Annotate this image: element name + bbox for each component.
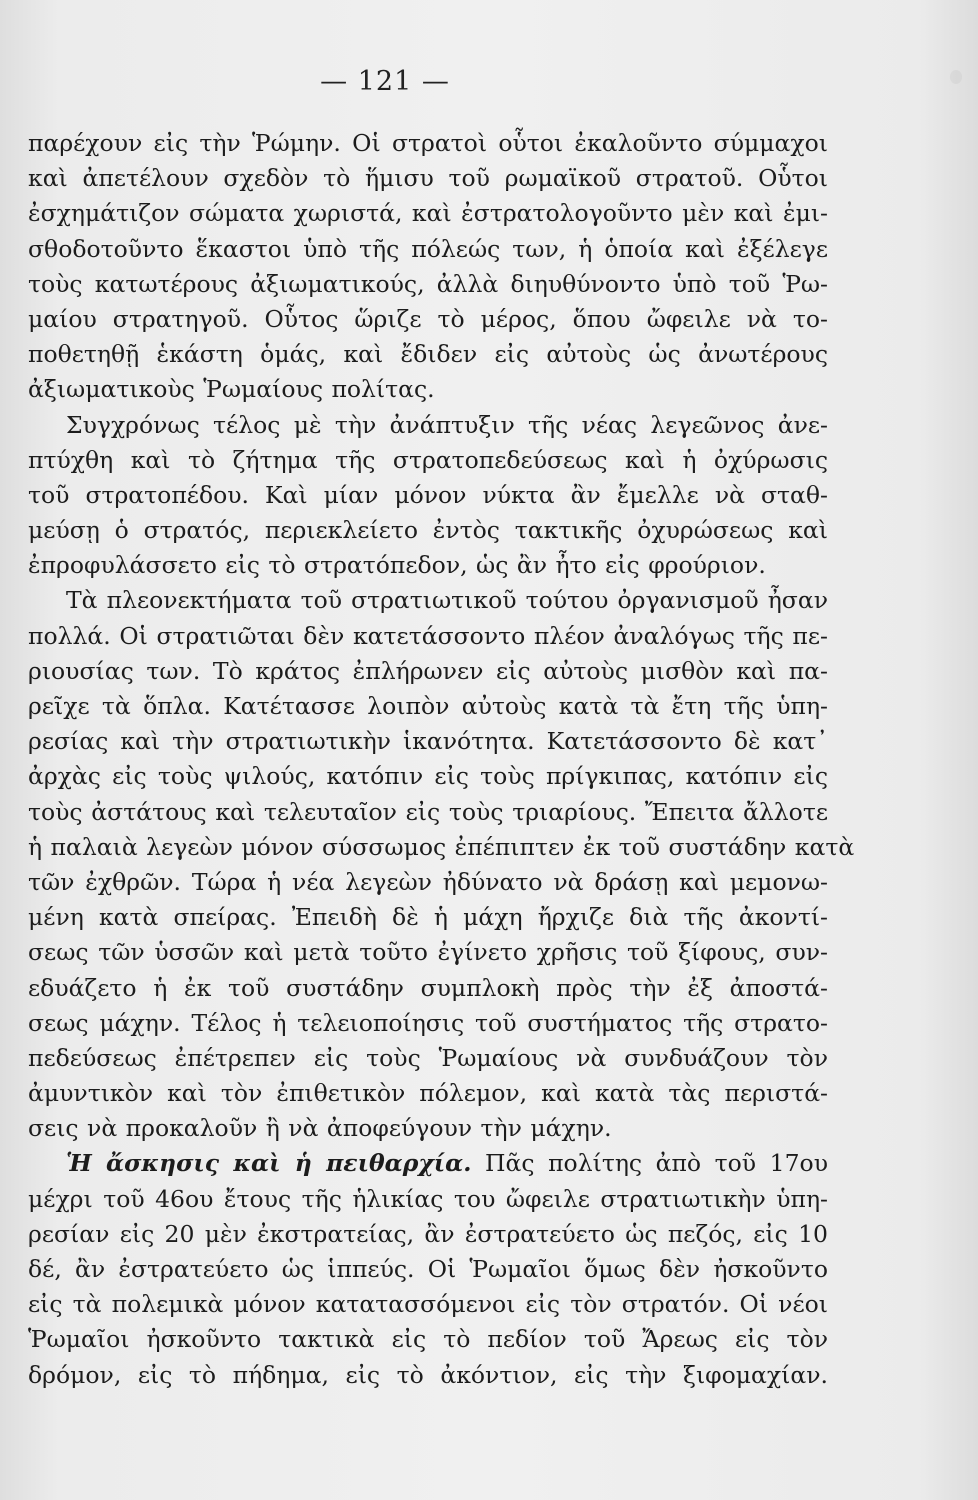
body-text bbox=[28, 126, 855, 1393]
text-line: πολλά. Οἱ στρατιῶται δὲν κατετάσσοντο πλέον ἀναλόγως τῆς πε- bbox=[28, 621, 828, 650]
text-line: πεδεύσεως ἐπέτρεπεν εἰς τοὺς Ῥωμαίους νὰ συνδυάζουν τὸν bbox=[28, 1043, 828, 1072]
text-line: ρεῖχε τὰ ὅπλα. Κατέτασσε λοιπὸν αὐτοὺς κατὰ τὰ ἔτη τῆς ὑπη- bbox=[28, 692, 828, 720]
text-line: μένη κατὰ σπείρας. Ἐπειδὴ δὲ ἡ μάχη ἤρχιζε διὰ τῆς ἀκοντί- bbox=[28, 903, 828, 932]
text-line: ποθετηθῇ ἑκάστη ὁμάς, καὶ ἔδιδεν εἰς αὐτοὺς ὡς ἀνωτέρους bbox=[28, 340, 828, 369]
heading-line-rest: Πᾶς πολίτης ἀπὸ τοῦ 17ου bbox=[471, 1149, 828, 1178]
text-line: τοῦ στρατοπέδου. Καὶ μίαν μόνον νύκτα ἂν ἔμελλε νὰ σταθ- bbox=[28, 480, 828, 509]
text-line: σεις νὰ προκαλοῦν ἢ νὰ ἀποφεύγουν τὴν μάχην. bbox=[28, 1114, 612, 1143]
text-line: εἰς τὰ πολεμικὰ μόνον κατατασσόμενοι εἰς τὸν στρατόν. Οἱ νέοι bbox=[28, 1290, 828, 1319]
section-heading: Ἡ ἄσκησις καὶ ἡ πειθαρχία. bbox=[66, 1149, 472, 1178]
text-line: ἀρχὰς εἰς τοὺς ψιλούς, κατόπιν εἰς τοὺς πρίγκιπας, κατόπιν εἰς bbox=[28, 762, 828, 791]
text-line: Συγχρόνως τέλος μὲ τὴν ἀνάπτυξιν τῆς νέας λεγεῶνος ἀνε- bbox=[66, 410, 828, 439]
text-line: τοὺς κατωτέρους ἀξιωματικούς, ἀλλὰ διηυθύνοντο ὑπὸ τοῦ Ῥω- bbox=[28, 269, 828, 298]
text-line: δέ, ἂν ἐστρατεύετο ὡς ἱππεύς. Οἱ Ῥωμαῖοι ὅμως δὲν ἠσκοῦντο bbox=[28, 1255, 828, 1283]
page-number: — 121 — bbox=[320, 66, 450, 97]
text-line: ἡ παλαιὰ λεγεὼν μόνον σύσσωμος ἐπέπιπτεν ἐκ τοῦ συστάδην κατὰ bbox=[28, 832, 855, 861]
text-line: καὶ ἀπετέλουν σχεδὸν τὸ ἥμισυ τοῦ ρωμαϊκοῦ στρατοῦ. Οὗτοι bbox=[28, 164, 828, 193]
text-line: τῶν ἐχθρῶν. Τώρα ἡ νέα λεγεὼν ἠδύνατο νὰ δράσῃ καὶ μεμονω- bbox=[28, 867, 828, 896]
text-line: ἐσχημάτιζον σώματα χωριστά, καὶ ἐστρατολογοῦντο μὲν καὶ ἐμι- bbox=[28, 199, 828, 228]
text-line: ρεσίαν εἰς 20 μὲν ἐκστρατείας, ἂν ἐστρατεύετο ὡς πεζός, εἰς 10 bbox=[28, 1219, 828, 1248]
text-line: σεως τῶν ὑσσῶν καὶ μετὰ τοῦτο ἐγίνετο χρῆσις τοῦ ξίφους, συν- bbox=[28, 938, 828, 967]
text-line: ἀξιωματικοὺς Ῥωμαίους πολίτας. bbox=[28, 375, 435, 404]
text-line: ἀμυντικὸν καὶ τὸν ἐπιθετικὸν πόλεμον, καὶ κατὰ τὰς περιστά- bbox=[28, 1079, 828, 1108]
text-line: ἐπροφυλάσσετο εἰς τὸ στρατόπεδον, ὡς ἂν ἦτο εἰς φρούριον. bbox=[28, 551, 766, 580]
text-line: σθοδοτοῦντο ἕκαστοι ὑπὸ τῆς πόλεώς των, ἡ ὁποία καὶ ἐξέλεγε bbox=[28, 234, 828, 263]
text-line: πτύχθη καὶ τὸ ζήτημα τῆς στρατοπεδεύσεως καὶ ἡ ὀχύρωσις bbox=[28, 445, 828, 474]
text-line: εδυάζετο ἡ ἐκ τοῦ συστάδην συμπλοκὴ πρὸς τὴν ἐξ ἀποστά- bbox=[28, 973, 828, 1002]
text-line: μαίου στρατηγοῦ. Οὗτος ὥριζε τὸ μέρος, ὅπου ὤφειλε νὰ το- bbox=[28, 304, 828, 333]
text-line: τοὺς ἀστάτους καὶ τελευταῖον εἰς τοὺς τριαρίους. Ἔπειτα ἄλλοτε bbox=[28, 797, 828, 826]
text-line: παρέχουν εἰς τὴν Ῥώμην. Οἱ στρατοὶ οὗτοι ἐκαλοῦντο σύμμαχοι bbox=[28, 129, 828, 157]
text-line: μεύσῃ ὁ στρατός, περιεκλείετο ἐντὸς τακτικῆς ὀχυρώσεως καὶ bbox=[28, 516, 828, 545]
text-line: μέχρι τοῦ 46ου ἔτους τῆς ἡλικίας του ὤφειλε στρατιωτικὴν ὑπη- bbox=[28, 1184, 828, 1213]
text-line: σεως μάχην. Τέλος ἡ τελειοποίησις τοῦ συστήματος τῆς στρατο- bbox=[28, 1008, 828, 1037]
text-line: Τὰ πλεονεκτήματα τοῦ στρατιωτικοῦ τούτου ὀργανισμοῦ ἦσαν bbox=[66, 586, 828, 615]
text-line: Ῥωμαῖοι ἠσκοῦντο τακτικὰ εἰς τὸ πεδίον τοῦ Ἄρεως εἰς τὸν bbox=[28, 1325, 828, 1354]
page-speck bbox=[950, 70, 962, 84]
text-line: ριουσίας των. Τὸ κράτος ἐπλήρωνεν εἰς αὐτοὺς μισθὸν καὶ πα- bbox=[28, 656, 828, 685]
text-line-with-heading bbox=[28, 1146, 828, 1181]
text-line: δρόμον, εἰς τὸ πήδημα, εἰς τὸ ἀκόντιον, εἰς τὴν ξιφομαχίαν. bbox=[28, 1360, 828, 1389]
text-line: ρεσίας καὶ τὴν στρατιωτικὴν ἱκανότητα. Κατετάσσοντο δὲ κατ᾽ bbox=[28, 727, 828, 756]
